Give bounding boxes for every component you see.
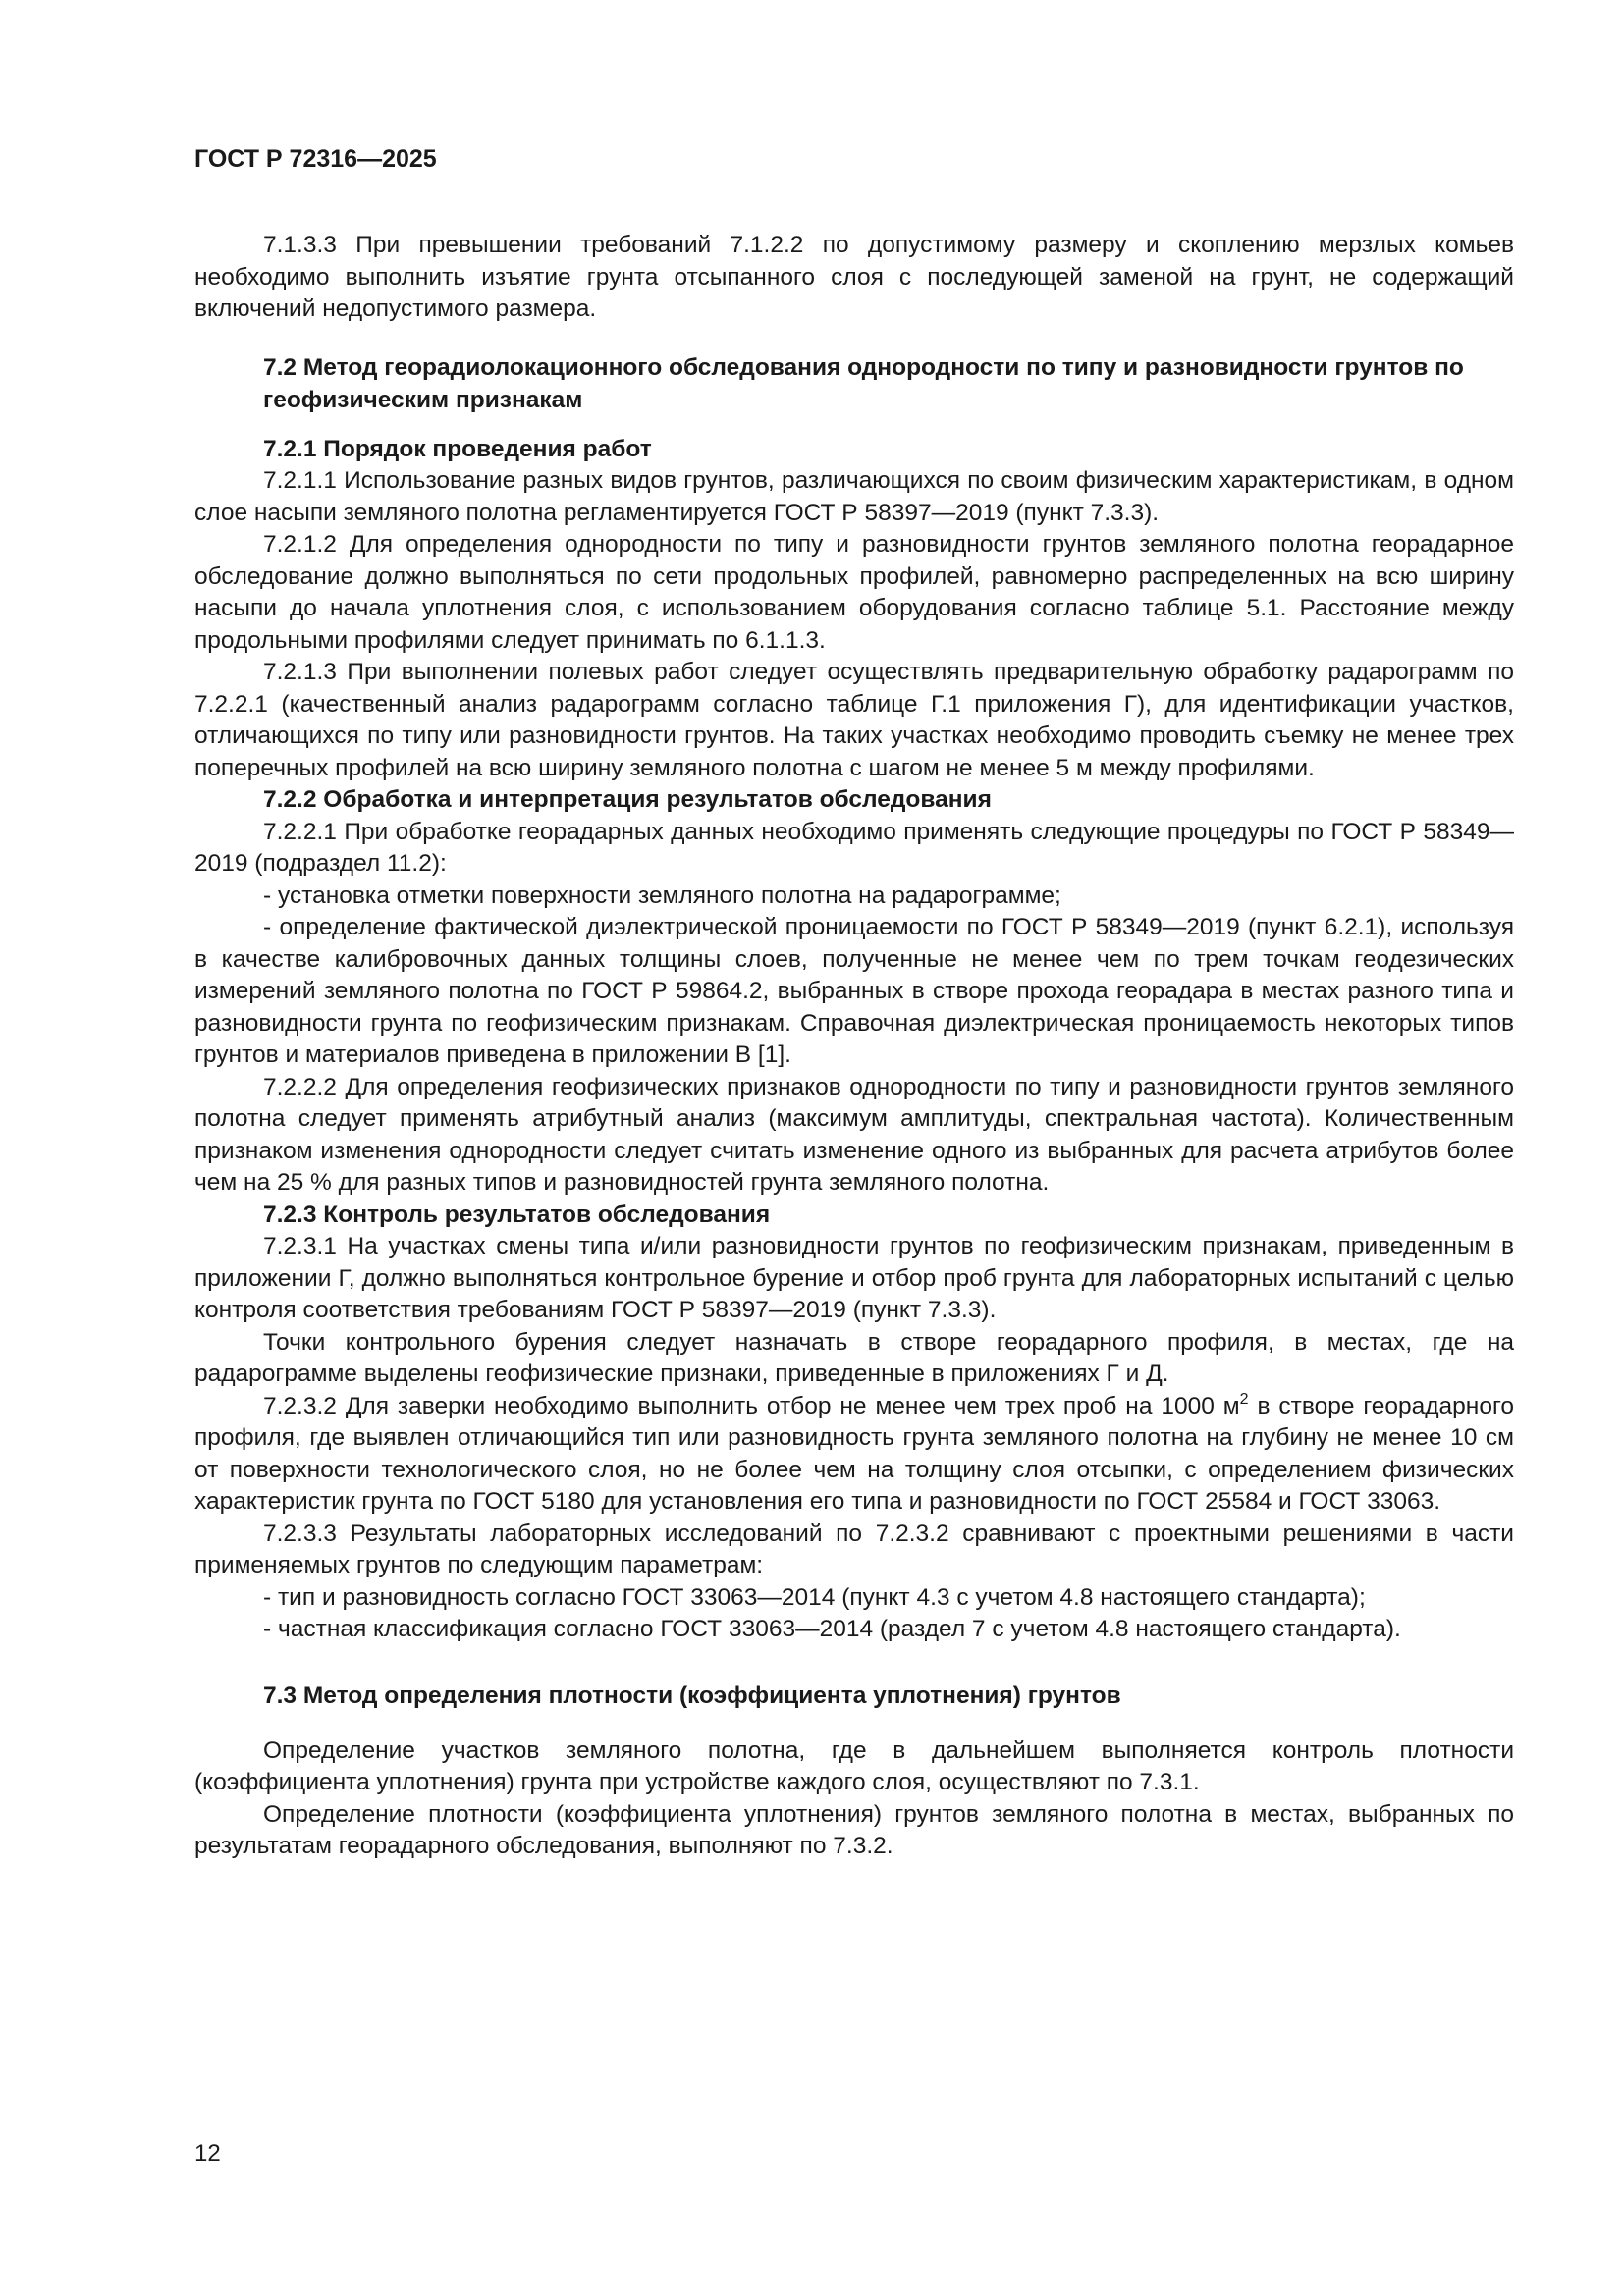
paragraph-7-2-3-3: 7.2.3.3 Результаты лабораторных исследований по 7.2.3.2 сравнивают с проектными решениями в части применяемых грунтов по следующим параметрам:: [194, 1520, 1514, 1578]
section-heading-7-3: 7.3 Метод определения плотности (коэффициента уплотнения) грунтов: [263, 1682, 1121, 1709]
paragraph-7-2-3-2: [194, 1391, 1514, 1519]
paragraph-7-2-3-1: 7.2.3.1 На участках смены типа и/или разновидности грунтов по геофизическим признакам, приведенным в приложении Г, должно выполняться контрольное бурение и отбор проб грунта для лабораторных испытаний с целью контроля соответствия требованиям ГОСТ Р 58397—2019 (пункт 7.3.3).: [194, 1233, 1514, 1323]
superscript-2: 2: [1239, 1390, 1249, 1408]
section-heading-7-2: 7.2 Метод георадиолокационного обследования однородности по типу и разновидности грунтов по геофизическим признакам: [263, 353, 1464, 413]
paragraph-7-2-1-3: 7.2.1.3 При выполнении полевых работ следует осуществлять предварительную обработку радарограмм по 7.2.2.1 (качественный анализ радарограмм согласно таблице Г.1 приложения Г), для идентификации участков, отличающихся по типу или разновидности грунтов. На таких участках необходимо проводить съемку не менее трех поперечных профилей на всю ширину земляного полотна с шагом не менее 5 м между профилями.: [194, 659, 1514, 781]
paragraph-7-3-density: Определение плотности (коэффициента уплотнения) грунтов земляного полотна в местах, выбранных по результатам георадарного обследования, выполняют по 7.3.2.: [194, 1800, 1514, 1859]
subsection-heading-7-2-3: 7.2.3 Контроль результатов обследования: [263, 1201, 771, 1228]
subsection-heading-7-2-2: 7.2.2 Обработка и интерпретация результатов обследования: [263, 786, 992, 813]
subsection-heading-7-2-1: 7.2.1 Порядок проведения работ: [263, 435, 652, 462]
document-header: ГОСТ Р 72316—2025: [194, 145, 437, 173]
list-item: - установка отметки поверхности земляного полотна на радарограмме;: [263, 881, 1061, 909]
paragraph-7-3-intro: Определение участков земляного полотна, где в дальнейшем выполняется контроль плотности (коэффициента уплотнения) грунта при устройстве каждого слоя, осуществляют по 7.3.1.: [194, 1736, 1514, 1795]
page-number: 12: [194, 2140, 221, 2166]
list-item: - тип и разновидность согласно ГОСТ 33063—2014 (пункт 4.3 с учетом 4.8 настоящего стандарта);: [263, 1583, 1366, 1611]
paragraph-7-2-3-2-end: в створе георадарного профиля, где выявлен отличающийся тип или разновидность грунта земляного полотна на глубину не менее 10 см от поверхности технологического слоя, но не более чем на толщину слоя отсыпки, с определением физических характеристик грунта по ГОСТ 5180 для установления его типа и разновидности по ГОСТ 25584 и ГОСТ 33063.: [194, 1392, 1514, 1515]
list-item: - частная классификация согласно ГОСТ 33063—2014 (раздел 7 с учетом 4.8 настоящего стандарта).: [263, 1616, 1401, 1642]
paragraph-7-2-1-1: 7.2.1.1 Использование разных видов грунтов, различающихся по своим физическим характеристикам, в одном слое насыпи земляного полотна регламентируется ГОСТ Р 58397—2019 (пункт 7.3.3).: [194, 467, 1514, 526]
paragraph-7-1-3-3: 7.1.3.3 При превышении требований 7.1.2.2 по допустимому размеру и скоплению мерзлых комьев необходимо выполнить изъятие грунта отсыпанного слоя с последующей заменой на грунт, не содержащий включений недопустимого размера.: [194, 232, 1514, 322]
paragraph-7-2-2-1: 7.2.2.1 При обработке георадарных данных необходимо применять следующие процедуры по ГОСТ Р 58349—2019 (подраздел 11.2):: [194, 818, 1514, 877]
list-item: - определение фактической диэлектрической проницаемости по ГОСТ Р 58349—2019 (пункт 6.2.1), используя в качестве калибровочных данных толщины слоев, полученные не менее чем по трем точкам геодезических измерений земляного полотна по ГОСТ Р 59864.2, выбранных в створе прохода георадара в местах разного типа и разновидности грунта по геофизическим признакам. Справочная диэлектрическая проницаемость некоторых типов грунтов и материалов приведена в приложении В [1].: [194, 914, 1514, 1068]
paragraph-7-2-3-2-start: 7.2.3.2 Для заверки необходимо выполнить отбор не менее чем трех проб на 1000 м: [263, 1392, 1240, 1419]
document-page: [194, 143, 1514, 1863]
paragraph-7-2-2-2: 7.2.2.2 Для определения геофизических признаков однородности по типу и разновидности грунтов земляного полотна следует применять атрибутный анализ (максимум амплитуды, спектральная частота). Количественным признаком изменения однородности следует считать изменение одного из выбранных для расчета атрибутов более чем на 25 % для разных типов и разновидностей грунта земляного полотна.: [194, 1073, 1514, 1196]
paragraph-drilling-points: Точки контрольного бурения следует назначать в створе георадарного профиля, в местах, где на радарограмме выделены геофизические признаки, приведенные в приложениях Г и Д.: [194, 1328, 1514, 1387]
paragraph-7-2-1-2: 7.2.1.2 Для определения однородности по типу и разновидности грунтов земляного полотна георадарное обследование должно выполняться по сети продольных профилей, равномерно распределенных на всю ширину насыпи до начала уплотнения слоя, с использованием оборудования согласно таблице 5.1. Расстояние между продольными профилями следует принимать по 6.1.1.3.: [194, 531, 1514, 654]
